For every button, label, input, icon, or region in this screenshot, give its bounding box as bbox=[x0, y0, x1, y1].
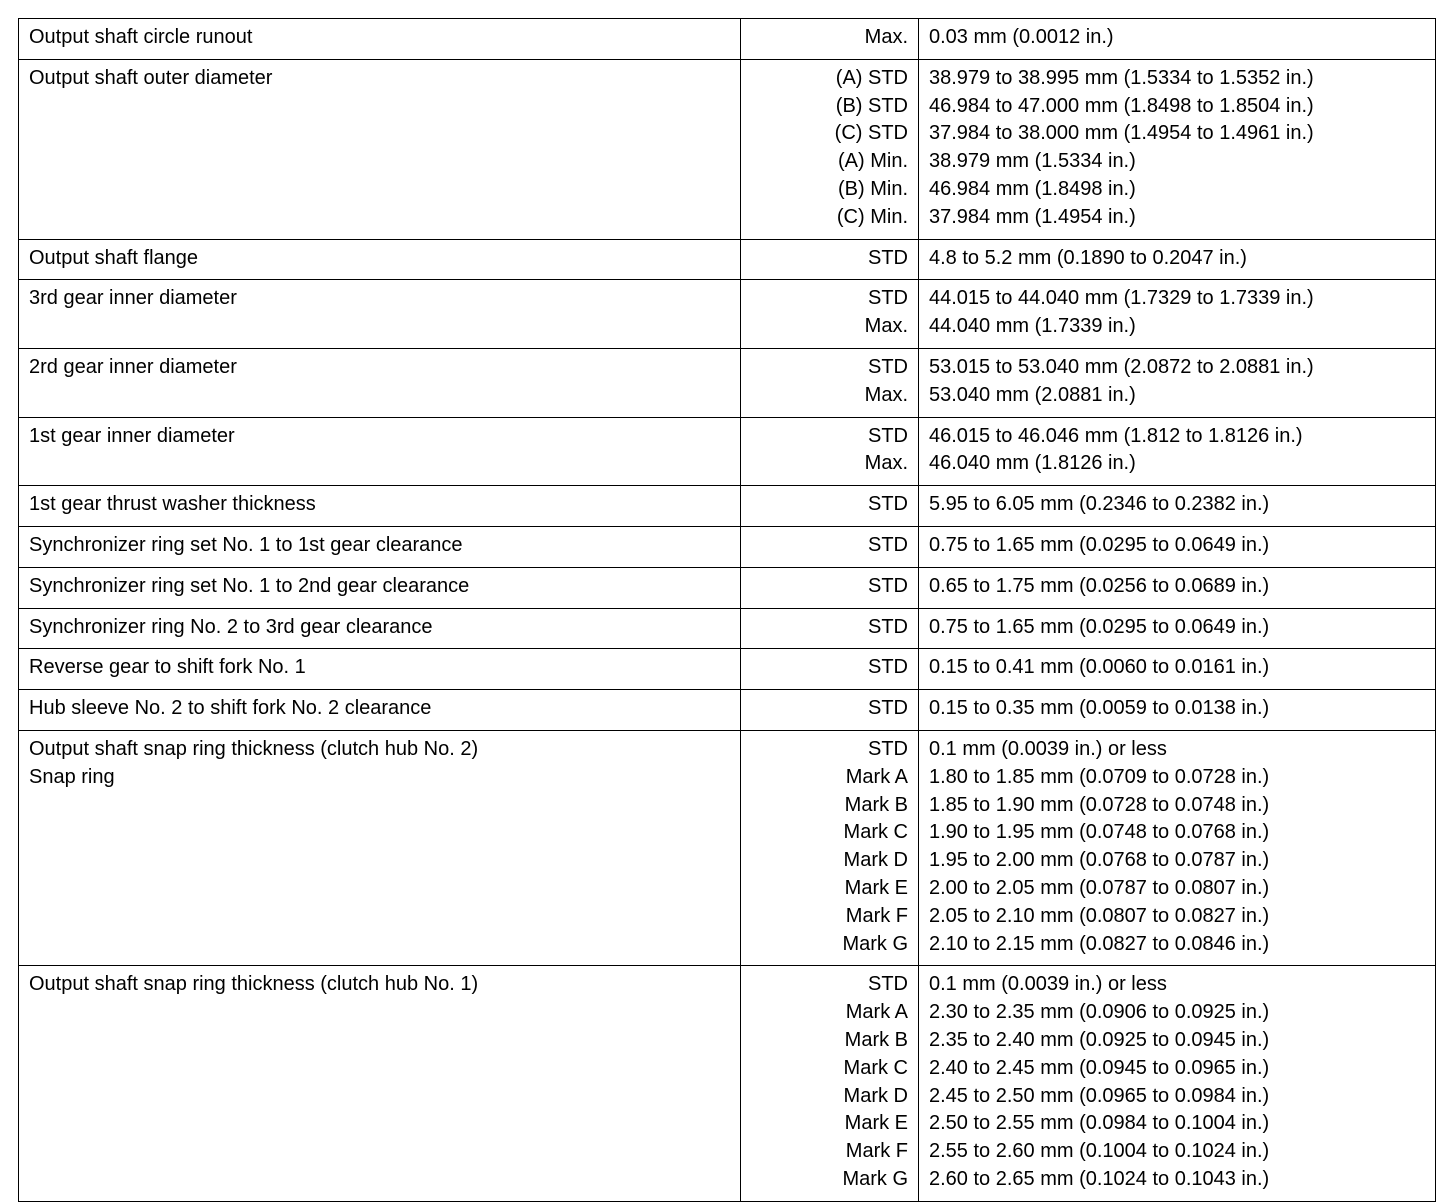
table-row bbox=[19, 567, 1436, 608]
value-text: 2.35 to 2.40 mm (0.0925 to 0.0945 in.) bbox=[929, 1028, 1270, 1051]
value-text: 5.95 to 6.05 mm (0.2346 to 0.2382 in.) bbox=[929, 493, 1270, 516]
condition-cell bbox=[741, 348, 919, 417]
value-text: 46.984 to 47.000 mm (1.8498 to 1.8504 in.) bbox=[929, 94, 1314, 117]
value-text: 1.90 to 1.95 mm (0.0748 to 0.0768 in.) bbox=[929, 821, 1270, 844]
value-cell bbox=[919, 649, 1436, 690]
condition-text: Mark A bbox=[845, 1001, 908, 1024]
value-text: 0.03 mm (0.0012 in.) bbox=[929, 26, 1114, 48]
condition-cell bbox=[741, 59, 919, 239]
value-text: 53.015 to 53.040 mm (2.0872 to 2.0881 in.) bbox=[929, 355, 1314, 378]
table-row bbox=[19, 649, 1436, 690]
condition-text: Mark E bbox=[844, 876, 908, 899]
table-row bbox=[19, 730, 1436, 965]
item-text: Output shaft snap ring thickness (clutch hub No. 2) bbox=[29, 737, 479, 760]
value-cell bbox=[919, 608, 1436, 649]
value-text: 0.15 to 0.41 mm (0.0060 to 0.0161 in.) bbox=[929, 656, 1270, 679]
value-text: 0.1 mm (0.0039 in.) or less bbox=[929, 973, 1167, 996]
value-text: 2.60 to 2.65 mm (0.1024 to 0.1043 in.) bbox=[929, 1167, 1270, 1190]
item-text: Output shaft snap ring thickness (clutch hub No. 1) bbox=[29, 973, 479, 996]
condition-text: STD bbox=[868, 615, 908, 638]
condition-text: Mark F bbox=[845, 1140, 908, 1163]
condition-text: STD bbox=[868, 246, 908, 269]
condition-text: Mark G bbox=[842, 1167, 908, 1190]
table-row bbox=[19, 608, 1436, 649]
value-cell bbox=[919, 966, 1436, 1201]
value-text: 0.1 mm (0.0039 in.) or less bbox=[929, 737, 1167, 760]
condition-cell bbox=[741, 730, 919, 965]
value-text: 1.80 to 1.85 mm (0.0709 to 0.0728 in.) bbox=[929, 765, 1270, 788]
item-text: Output shaft outer diameter bbox=[29, 66, 273, 89]
condition-cell bbox=[741, 608, 919, 649]
value-cell bbox=[919, 526, 1436, 567]
spec-table bbox=[18, 18, 1436, 1202]
condition-text: Max. bbox=[864, 452, 908, 475]
condition-text: STD bbox=[868, 355, 908, 378]
value-text: 4.8 to 5.2 mm (0.1890 to 0.2047 in.) bbox=[929, 246, 1247, 269]
value-text: 53.040 mm (2.0881 in.) bbox=[929, 383, 1136, 406]
table-row bbox=[19, 690, 1436, 731]
table-row bbox=[19, 59, 1436, 239]
item-cell bbox=[19, 280, 741, 349]
value-text: 2.00 to 2.05 mm (0.0787 to 0.0807 in.) bbox=[929, 876, 1270, 899]
item-text: Reverse gear to shift fork No. 1 bbox=[29, 656, 306, 679]
value-cell bbox=[919, 19, 1436, 60]
value-text: 46.040 mm (1.8126 in.) bbox=[929, 452, 1136, 475]
value-text: 1.95 to 2.00 mm (0.0768 to 0.0787 in.) bbox=[929, 849, 1270, 872]
value-text: 1.85 to 1.90 mm (0.0728 to 0.0748 in.) bbox=[929, 793, 1270, 816]
item-cell bbox=[19, 239, 741, 280]
item-cell bbox=[19, 567, 741, 608]
value-text: 0.75 to 1.65 mm (0.0295 to 0.0649 in.) bbox=[929, 533, 1270, 556]
table-row bbox=[19, 280, 1436, 349]
condition-cell bbox=[741, 526, 919, 567]
condition-text: Mark D bbox=[843, 849, 908, 872]
condition-text: Mark F bbox=[845, 904, 908, 927]
item-text: 1st gear inner diameter bbox=[29, 424, 235, 447]
value-text: 0.15 to 0.35 mm (0.0059 to 0.0138 in.) bbox=[929, 697, 1270, 720]
condition-cell bbox=[741, 239, 919, 280]
condition-text: STD bbox=[868, 424, 908, 447]
condition-cell bbox=[741, 486, 919, 527]
condition-cell bbox=[741, 690, 919, 731]
condition-text: (C) STD bbox=[834, 122, 908, 145]
condition-text: Mark C bbox=[843, 1056, 908, 1079]
condition-text: STD bbox=[868, 533, 908, 556]
item-cell bbox=[19, 486, 741, 527]
value-text: 38.979 to 38.995 mm (1.5334 to 1.5352 in.) bbox=[929, 66, 1314, 89]
condition-text: Max. bbox=[864, 26, 908, 48]
condition-text: Mark A bbox=[845, 765, 908, 788]
value-text: 2.05 to 2.10 mm (0.0807 to 0.0827 in.) bbox=[929, 904, 1270, 927]
value-cell bbox=[919, 417, 1436, 486]
item-cell bbox=[19, 690, 741, 731]
table-row bbox=[19, 417, 1436, 486]
value-text: 37.984 mm (1.4954 in.) bbox=[929, 205, 1136, 228]
item-cell bbox=[19, 417, 741, 486]
condition-text: (A) Min. bbox=[838, 150, 908, 173]
value-text: 2.45 to 2.50 mm (0.0965 to 0.0984 in.) bbox=[929, 1084, 1270, 1107]
item-cell bbox=[19, 526, 741, 567]
value-cell bbox=[919, 348, 1436, 417]
item-text: Output shaft circle runout bbox=[29, 26, 253, 48]
value-text: 46.015 to 46.046 mm (1.812 to 1.8126 in.) bbox=[929, 424, 1303, 447]
condition-cell bbox=[741, 280, 919, 349]
table-row bbox=[19, 526, 1436, 567]
condition-text: Mark G bbox=[842, 932, 908, 955]
condition-text: Mark B bbox=[844, 1028, 908, 1051]
item-text: Synchronizer ring set No. 1 to 1st gear clearance bbox=[29, 533, 463, 556]
item-text: Snap ring bbox=[29, 765, 115, 788]
item-text: 1st gear thrust washer thickness bbox=[29, 493, 316, 516]
value-text: 2.50 to 2.55 mm (0.0984 to 0.1004 in.) bbox=[929, 1112, 1270, 1135]
item-cell bbox=[19, 348, 741, 417]
item-cell bbox=[19, 19, 741, 60]
condition-text: (C) Min. bbox=[836, 205, 908, 228]
condition-text: STD bbox=[868, 737, 908, 760]
value-text: 0.75 to 1.65 mm (0.0295 to 0.0649 in.) bbox=[929, 615, 1270, 638]
item-cell bbox=[19, 608, 741, 649]
spec-table-body bbox=[19, 19, 1436, 1202]
condition-text: STD bbox=[868, 287, 908, 310]
condition-text: Mark B bbox=[844, 793, 908, 816]
value-text: 44.015 to 44.040 mm (1.7329 to 1.7339 in.) bbox=[929, 287, 1314, 310]
item-text: Synchronizer ring No. 2 to 3rd gear clearance bbox=[29, 615, 433, 638]
item-text: 3rd gear inner diameter bbox=[29, 287, 237, 310]
condition-text: Mark D bbox=[843, 1084, 908, 1107]
condition-cell bbox=[741, 966, 919, 1201]
condition-text: STD bbox=[868, 493, 908, 516]
value-text: 38.979 mm (1.5334 in.) bbox=[929, 150, 1136, 173]
item-cell bbox=[19, 649, 741, 690]
condition-cell bbox=[741, 19, 919, 60]
value-cell bbox=[919, 486, 1436, 527]
item-text: Output shaft flange bbox=[29, 246, 199, 269]
condition-text: Max. bbox=[864, 383, 908, 406]
value-cell bbox=[919, 280, 1436, 349]
condition-text: (B) Min. bbox=[838, 177, 908, 200]
table-row bbox=[19, 966, 1436, 1201]
value-cell bbox=[919, 239, 1436, 280]
condition-text: STD bbox=[868, 973, 908, 996]
value-cell bbox=[919, 690, 1436, 731]
value-text: 2.40 to 2.45 mm (0.0945 to 0.0965 in.) bbox=[929, 1056, 1270, 1079]
condition-text: STD bbox=[868, 656, 908, 679]
item-cell bbox=[19, 59, 741, 239]
condition-text: Max. bbox=[864, 315, 908, 338]
condition-text: Mark E bbox=[844, 1112, 908, 1135]
value-text: 2.30 to 2.35 mm (0.0906 to 0.0925 in.) bbox=[929, 1001, 1270, 1024]
value-cell bbox=[919, 567, 1436, 608]
item-text: Synchronizer ring set No. 1 to 2nd gear clearance bbox=[29, 574, 470, 597]
table-row bbox=[19, 19, 1436, 60]
value-cell bbox=[919, 730, 1436, 965]
table-row bbox=[19, 239, 1436, 280]
value-text: 46.984 mm (1.8498 in.) bbox=[929, 177, 1136, 200]
value-text: 2.55 to 2.60 mm (0.1004 to 0.1024 in.) bbox=[929, 1140, 1270, 1163]
condition-text: (A) STD bbox=[835, 66, 908, 89]
condition-text: STD bbox=[868, 697, 908, 720]
condition-text: STD bbox=[868, 574, 908, 597]
condition-cell bbox=[741, 649, 919, 690]
condition-cell bbox=[741, 567, 919, 608]
item-cell bbox=[19, 730, 741, 965]
condition-text: Mark C bbox=[843, 821, 908, 844]
value-text: 37.984 to 38.000 mm (1.4954 to 1.4961 in.) bbox=[929, 122, 1314, 145]
value-text: 2.10 to 2.15 mm (0.0827 to 0.0846 in.) bbox=[929, 932, 1270, 955]
condition-cell bbox=[741, 417, 919, 486]
value-text: 44.040 mm (1.7339 in.) bbox=[929, 315, 1136, 338]
item-text: 2rd gear inner diameter bbox=[29, 355, 237, 378]
table-row bbox=[19, 486, 1436, 527]
table-row bbox=[19, 348, 1436, 417]
condition-text: (B) STD bbox=[835, 94, 908, 117]
item-cell bbox=[19, 966, 741, 1201]
item-text: Hub sleeve No. 2 to shift fork No. 2 clearance bbox=[29, 697, 432, 720]
value-cell bbox=[919, 59, 1436, 239]
value-text: 0.65 to 1.75 mm (0.0256 to 0.0689 in.) bbox=[929, 574, 1270, 597]
